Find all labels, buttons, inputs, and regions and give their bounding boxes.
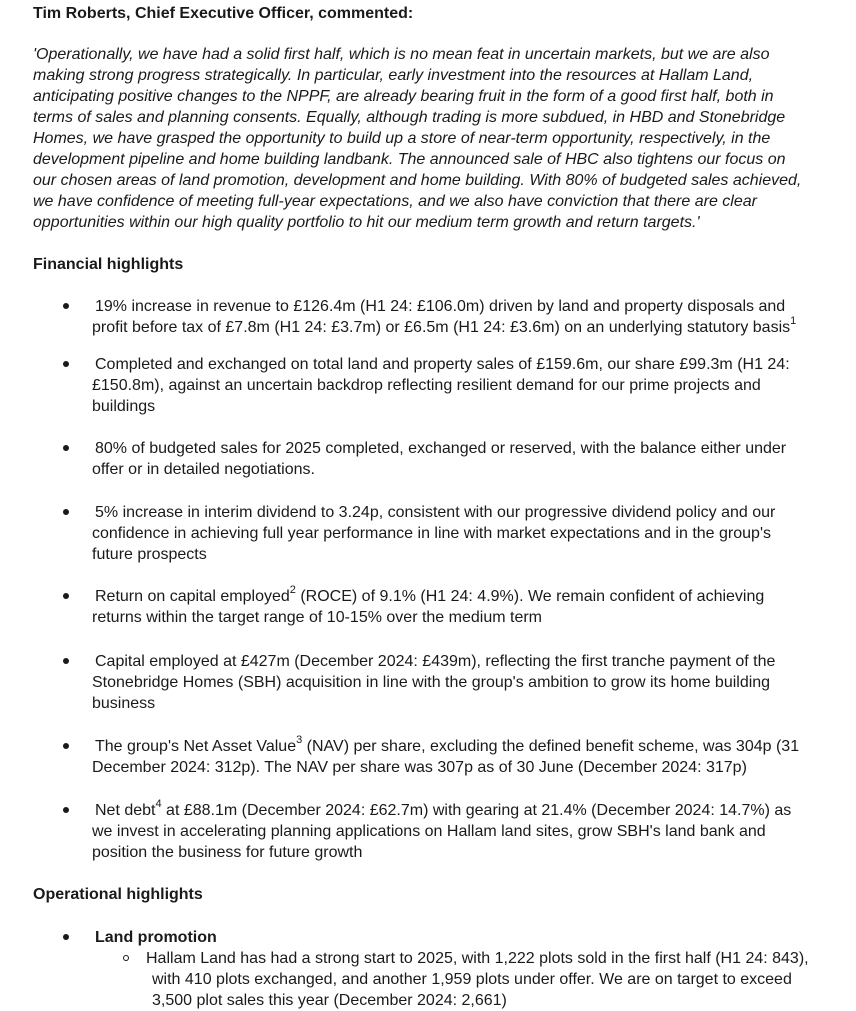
list-item-line: position the business for future growth [92, 844, 363, 861]
list-item-line: Completed and exchanged on total land and property sales of £159.6m, our share £99.3m (H1 24: [95, 356, 790, 373]
quote-line: making strong progress strategically. In particular, early investment into the resources at Hallam Land, [33, 67, 754, 84]
bullet-icon [63, 934, 69, 940]
quote-line: we have confidence of meeting full-year expectations, and we also have conviction that there are clear [33, 193, 757, 210]
list-item-line: £150.8m), against an uncertain backdrop reflecting resilient demand for our prime projects and [92, 377, 761, 394]
list-item-line: The group's Net Asset Value$^3$ (NAV) per share, excluding the defined benefit scheme, was 304p (31 [95, 733, 800, 755]
list-item-line: returns within the target range of 10-15% over the medium term [92, 609, 542, 626]
bullet-icon [63, 361, 69, 367]
bullet-icon [63, 445, 69, 451]
quote-line: development pipeline and home building landbank. The announced sale of HBC also tightens our focus on [33, 151, 786, 168]
bullet-icon [63, 658, 69, 664]
list-item-line: buildings [92, 398, 156, 415]
bullet-icon [63, 743, 69, 749]
financial-highlights-heading: Financial highlights [33, 256, 184, 273]
list-item-line: business [92, 695, 156, 712]
sub-bullet-icon [123, 955, 129, 961]
list-item-line: Capital employed at £427m (December 2024: £439m), reflecting the first tranche payment of the [95, 653, 776, 670]
footnote-ref: 2 [289, 583, 296, 596]
list-item-line: future prospects [92, 546, 207, 563]
list-item-line: confidence in achieving full year performance in line with market expectations and in the group's [92, 525, 771, 542]
footnote-ref: 1 [790, 314, 797, 327]
list-item-line: 19% increase in revenue to £126.4m (H1 24: £106.0m) driven by land and property disposals and [95, 298, 786, 315]
footnote-ref: 4 [155, 797, 162, 810]
land-promotion-title: Land promotion [95, 929, 217, 946]
list-item-line: offer or in detailed negotiations. [92, 461, 315, 478]
ceo-heading: Tim Roberts, Chief Executive Officer, commented: [33, 5, 414, 22]
list-item-line: Return on capital employed$^2$ (ROCE) of 9.1% (H1 24: 4.9%). We remain confident of achieving [95, 583, 765, 605]
list-item-line: December 2024: 312p). The NAV per share was 307p as of 30 June (December 2024: 317p) [92, 759, 747, 776]
list-item-line: we invest in accelerating planning applications on Hallam land sites, grow SBH's land bank and [92, 823, 766, 840]
bullet-icon [63, 303, 69, 309]
bullet-icon [63, 593, 69, 599]
operational-highlights-heading: Operational highlights [33, 886, 203, 903]
quote-line: 'Operationally, we have had a solid first half, which is no mean feat in uncertain markets, but we are also [33, 46, 770, 63]
bullet-icon [63, 807, 69, 813]
list-item-line: Net debt$^4$ at £88.1m (December 2024: £62.7m) with gearing at 21.4% (December 2024: 14.7%) as [95, 797, 792, 819]
list-item-line: with 410 plots exchanged, and another 1,959 plots under offer. We are on target to exceed [152, 971, 792, 988]
quote-line: anticipating positive changes to the NPPF, are already bearing fruit in the form of a good first half, both in [33, 88, 774, 105]
list-item-line: Stonebridge Homes (SBH) acquisition in line with the group's ambition to grow its home building [92, 674, 771, 691]
quote-line: opportunities within our high quality portfolio to hit our medium term growth and return targets.' [33, 214, 700, 231]
bullet-icon [63, 509, 69, 515]
list-item-line: Hallam Land has had a strong start to 2025, with 1,222 plots sold in the first half (H1 24: 843), [146, 950, 809, 967]
quote-line: Homes, we have grasped the opportunity to build up a store of near-term opportunity, respectively, in the [33, 130, 771, 147]
quote-line: our chosen areas of land promotion, development and home building. With 80% of budgeted sales achieved, [33, 172, 802, 189]
list-item-line: profit before tax of £7.8m (H1 24: £3.7m) or £6.5m (H1 24: £3.6m) on an underlying statutory basis$^1$ [92, 314, 797, 336]
list-item-line: 5% increase in interim dividend to 3.24p, consistent with our progressive dividend policy and our [95, 504, 776, 521]
list-item-line: 80% of budgeted sales for 2025 completed, exchanged or reserved, with the balance either under [95, 440, 787, 457]
footnote-ref: 3 [296, 733, 303, 746]
list-item-line: 3,500 plot sales this year (December 2024: 2,661) [152, 992, 507, 1009]
quote-line: terms of sales and planning consents. Equally, although trading is more subdued, in HBD and Stonebridge [33, 109, 786, 126]
